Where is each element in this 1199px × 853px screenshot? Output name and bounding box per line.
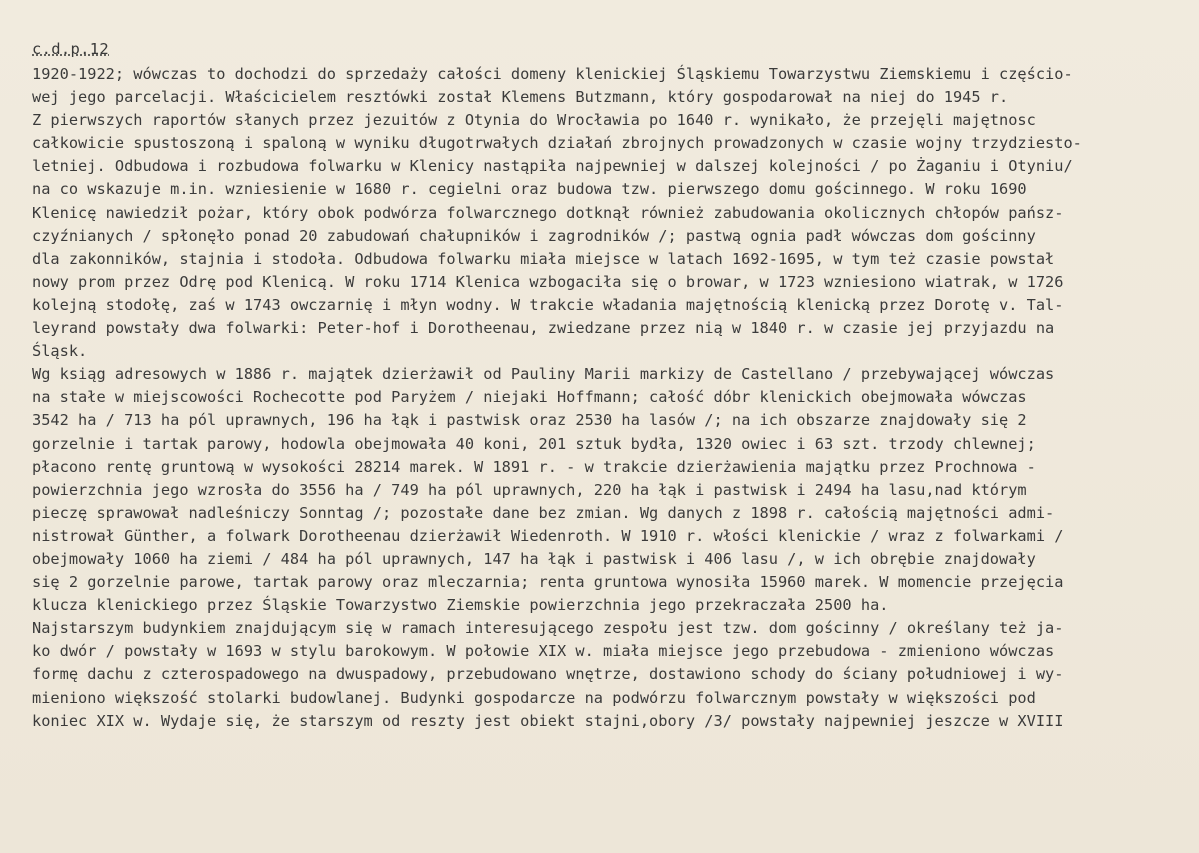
text-line: nowy prom przez Odrę pod Klenicą. W roku 1714 Klenica wzbogaciła się o browar, w 1723 wzniesiono wiatrak, w 1726 — [32, 272, 1064, 291]
text-line: całkowicie spustoszoną i spaloną w wyniku długotrwałych działań zbrojnych prowadzonych w czasie wojny trzydziesto- — [32, 134, 1082, 153]
text-line: klucza klenickiego przez Śląskie Towarzystwo Ziemskie powierzchnia jego przekraczała 2500 ha. — [32, 596, 889, 615]
text-line: formę dachu z czterospadowego na dwuspadowy, przebudowano wnętrze, dostawiono schody do ściany południowej i wy- — [32, 665, 1064, 684]
text-line: czyźnianych / spłonęło ponad 20 zabudowań chałupników i zagrodników /; pastwą ognia padł wówczas dom gościnny — [32, 226, 1036, 245]
text-line: Najstarszym budynkiem znajdującym się w ramach interesującego zespołu jest tzw. dom gościnny / określany też ja- — [32, 619, 1064, 638]
text-line: powierzchnia jego wzrosła do 3556 ha / 749 ha pól uprawnych, 220 ha łąk i pastwisk i 2494 ha lasu,nad którym — [32, 480, 1027, 499]
text-line: na co wskazuje m.in. wzniesienie w 1680 r. cegielni oraz budowa tzw. pierwszego domu gościnnego. W roku 1690 — [32, 180, 1027, 199]
text-line: Śląsk. — [32, 342, 88, 361]
text-line: Klenicę nawiedził pożar, który obok podwórza folwarcznego dotknął również zabudowania okolicznych chłopów pańsz- — [32, 203, 1064, 222]
text-line: 3542 ha / 713 ha pól uprawnych, 196 ha łąk i pastwisk oraz 2530 ha lasów /; na ich obszarze znajdowały się 2 — [32, 411, 1027, 430]
text-line: pieczę sprawował nadleśniczy Sonntag /; pozostałe dane bez zmian. Wg danych z 1898 r. całością majętności admi- — [32, 503, 1055, 522]
text-line: się 2 gorzelnie parowe, tartak parowy oraz mleczarnia; renta gruntowa wynosiła 15960 marek. W momencie przejęcia — [32, 573, 1064, 592]
text-line: płacono rentę gruntową w wysokości 28214 marek. W 1891 r. - w trakcie dzierżawienia majątku przez Prochnowa - — [32, 457, 1036, 476]
text-line: leyrand powstały dwa folwarki: Peter-hof i Dorotheenau, zwiedzane przez nią w 1840 r. w czasie jej przyjazdu na — [32, 319, 1055, 338]
text-line: ko dwór / powstały w 1693 w stylu barokowym. W połowie XIX w. miała miejsce jego przebudowa - zmieniono wówczas — [32, 642, 1055, 661]
text-line: Z pierwszych raportów słanych przez jezuitów z Otynia do Wrocławia po 1640 r. wynikało, że przejęli majętnosc — [32, 111, 1036, 130]
text-line: koniec XIX w. Wydaje się, że starszym od reszty jest obiekt stajni,obory /3/ powstały najpewniej jeszcze w XVIII — [32, 711, 1064, 730]
text-line: mieniono większość stolarki budowlanej. Budynki gospodarcze na podwórzu folwarcznym powstały w większości pod — [32, 688, 1036, 707]
text-line: dla zakonników, stajnia i stodoła. Odbudowa folwarku miała miejsce w latach 1692-1695, w tym też czasie powstał — [32, 249, 1055, 268]
page-reference-header: c.d.p.12 — [32, 40, 110, 58]
typewritten-text-body — [32, 63, 1182, 733]
text-line: gorzelnie i tartak parowy, hodowla obejmowała 40 koni, 201 sztuk bydła, 1320 owiec i 63 szt. trzody chlewnej; — [32, 434, 1036, 453]
text-line: obejmowały 1060 ha ziemi / 484 ha pól uprawnych, 147 ha łąk i pastwisk i 406 lasu /, w ich obrębie znajdowały — [32, 549, 1036, 568]
text-line: nistrował Günther, a folwark Dorotheenau dzierżawił Wiedenroth. W 1910 r. włości klenickie / wraz z folwarkami / — [32, 526, 1064, 545]
text-line: Wg ksiąg adresowych w 1886 r. majątek dzierżawił od Pauliny Marii markizy de Castellano / przebywającej wówczas — [32, 365, 1055, 384]
text-line: kolejną stodołę, zaś w 1743 owczarnię i młyn wodny. W trakcie władania majętnością klenicką przez Dorotę v. Tal- — [32, 295, 1064, 314]
text-line: letniej. Odbudowa i rozbudowa folwarku w Klenicy nastąpiła najpewniej w dalszej kolejności / po Żaganiu i Otyniu/ — [32, 157, 1073, 176]
text-line: na stałe w miejscowości Rochecotte pod Paryżem / niejaki Hoffmann; całość dóbr klenickich obejmowała wówczas — [32, 388, 1027, 407]
text-line: wej jego parcelacji. Właścicielem resztówki został Klemens Butzmann, który gospodarował na niej do 1945 r. — [32, 88, 1009, 107]
text-line: 1920-1922; wówczas to dochodzi do sprzedaży całości domeny klenickiej Śląskiemu Towarzystwu Ziemskiemu i częścio- — [32, 65, 1073, 83]
